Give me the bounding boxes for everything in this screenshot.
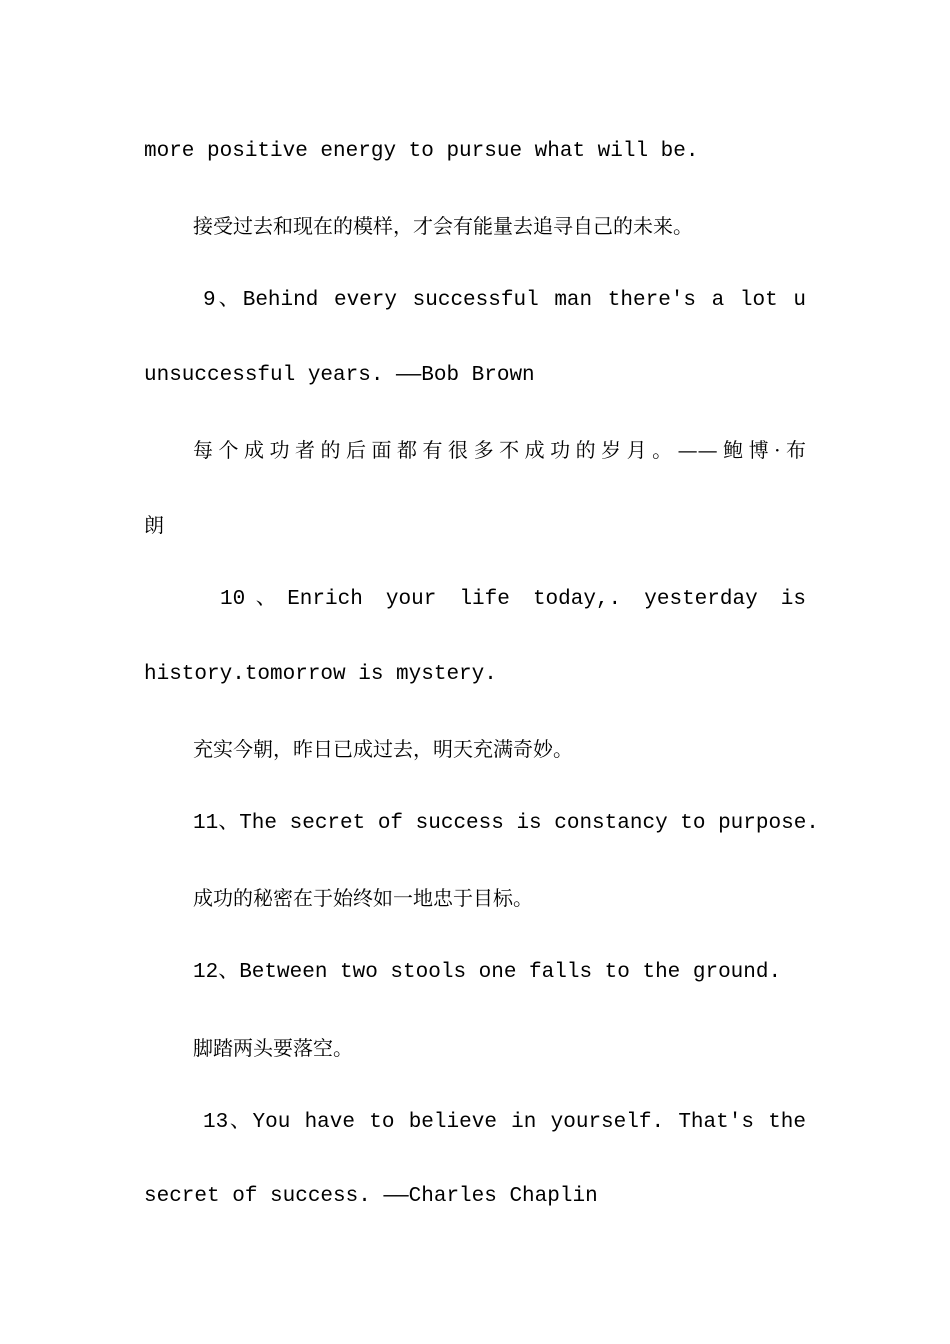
text-line-12: 12、Between two stools one falls to the ground.: [193, 961, 782, 984]
text-line-5: 每个成功者的后面都有很多不成功的岁月。——鲍博·布: [193, 438, 806, 462]
text-line-14: 13、You have to believe in yourself. That's the: [203, 1111, 806, 1134]
text-line-2: 接受过去和现在的模样，才会有能量去追寻自己的未来。: [193, 214, 693, 238]
text-line-9: 充实今朝，昨日已成过去，明天充满奇妙。: [193, 737, 573, 761]
text-line-13: 脚踏两头要落空。: [193, 1036, 353, 1060]
text-line-3: 9、Behind every successful man there's a lot u: [203, 289, 806, 312]
text-line-15: secret of success. ——Charles Chaplin: [144, 1185, 598, 1208]
text-line-10: 11、The secret of success is constancy to purpose.: [193, 812, 819, 835]
text-line-7: 10、Enrich your life today,. yesterday is: [220, 588, 806, 611]
text-line-6: 朗: [144, 513, 164, 537]
text-line-1: more positive energy to pursue what will be.: [144, 140, 699, 163]
text-line-8: history.tomorrow is mystery.: [144, 663, 497, 686]
text-line-11: 成功的秘密在于始终如一地忠于目标。: [193, 886, 533, 910]
text-line-4: unsuccessful years. ——Bob Brown: [144, 364, 535, 387]
